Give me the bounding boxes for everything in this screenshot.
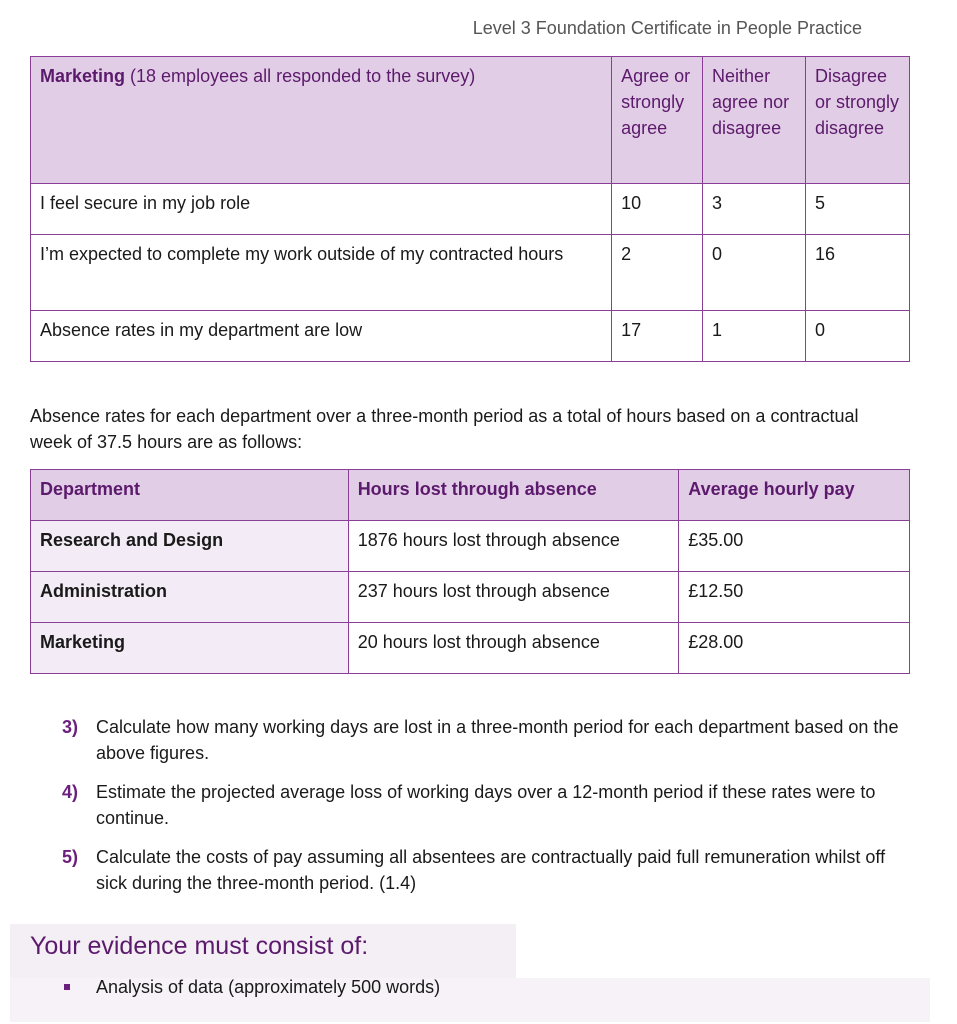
hourly-pay: £12.50 bbox=[679, 572, 910, 623]
question-number: 3) bbox=[62, 717, 79, 737]
square-bullet-icon bbox=[64, 984, 70, 990]
survey-value: 17 bbox=[612, 311, 703, 362]
department-name: Research and Design bbox=[31, 521, 349, 572]
survey-value: 5 bbox=[806, 184, 910, 235]
survey-header-row bbox=[31, 57, 910, 184]
question-text: Estimate the projected average loss of working days over a 12-month period if these rates were to continue. bbox=[96, 782, 876, 828]
evidence-item: Analysis of data (approximately 500 words) bbox=[96, 977, 441, 997]
list-item bbox=[62, 779, 912, 831]
survey-value: 1 bbox=[703, 311, 806, 362]
list-item bbox=[62, 844, 912, 896]
table-row bbox=[31, 572, 910, 623]
survey-title-cell bbox=[31, 57, 612, 184]
hourly-pay: £28.00 bbox=[679, 623, 910, 674]
hours-lost: 237 hours lost through absence bbox=[348, 572, 679, 623]
survey-value: 0 bbox=[806, 311, 910, 362]
table-row bbox=[31, 184, 910, 235]
survey-statement: I’m expected to complete my work outside of my contracted hours bbox=[31, 235, 612, 311]
survey-value: 16 bbox=[806, 235, 910, 311]
survey-col-header: Agree or strongly agree bbox=[612, 57, 703, 184]
question-number: 4) bbox=[62, 782, 79, 802]
survey-value: 3 bbox=[703, 184, 806, 235]
hours-lost: 20 hours lost through absence bbox=[348, 623, 679, 674]
absence-header-row bbox=[31, 470, 910, 521]
survey-statement: I feel secure in my job role bbox=[31, 184, 612, 235]
page-header: Level 3 Foundation Certificate in People Practice bbox=[472, 18, 862, 38]
survey-value: 2 bbox=[612, 235, 703, 311]
survey-statement: Absence rates in my department are low bbox=[31, 311, 612, 362]
survey-col-header: Disagree or strongly disagree bbox=[806, 57, 910, 184]
question-list bbox=[62, 714, 912, 909]
question-text: Calculate how many working days are lost in a three-month period for each department based on the above figures. bbox=[96, 717, 899, 763]
table-row bbox=[31, 623, 910, 674]
question-number: 5) bbox=[62, 847, 79, 867]
question-text: Calculate the costs of pay assuming all absentees are contractually paid full remuneration whilst off sick during the three-month period. (1.4) bbox=[96, 847, 886, 893]
list-item bbox=[62, 714, 912, 766]
table-row bbox=[31, 235, 910, 311]
table-row bbox=[31, 311, 910, 362]
absence-col-header: Average hourly pay bbox=[679, 470, 910, 521]
evidence-title: Your evidence must consist of: bbox=[30, 932, 369, 960]
absence-col-header: Department bbox=[31, 470, 349, 521]
absence-table bbox=[30, 469, 910, 674]
survey-col-header: Neither agree nor disagree bbox=[703, 57, 806, 184]
evidence-list bbox=[62, 974, 440, 1000]
absence-col-header: Hours lost through absence bbox=[348, 470, 679, 521]
survey-note: (18 employees all responded to the survey) bbox=[125, 66, 476, 86]
absence-intro: Absence rates for each department over a three-month period as a total of hours based on a contractual week of 37.5 hours are as follows: bbox=[30, 406, 859, 452]
survey-department: Marketing bbox=[40, 66, 126, 86]
list-item bbox=[62, 974, 440, 1000]
survey-table bbox=[30, 56, 910, 362]
survey-value: 10 bbox=[612, 184, 703, 235]
hours-lost: 1876 hours lost through absence bbox=[348, 521, 679, 572]
department-name: Administration bbox=[31, 572, 349, 623]
survey-value: 0 bbox=[703, 235, 806, 311]
table-row bbox=[31, 521, 910, 572]
hourly-pay: £35.00 bbox=[679, 521, 910, 572]
department-name: Marketing bbox=[31, 623, 349, 674]
